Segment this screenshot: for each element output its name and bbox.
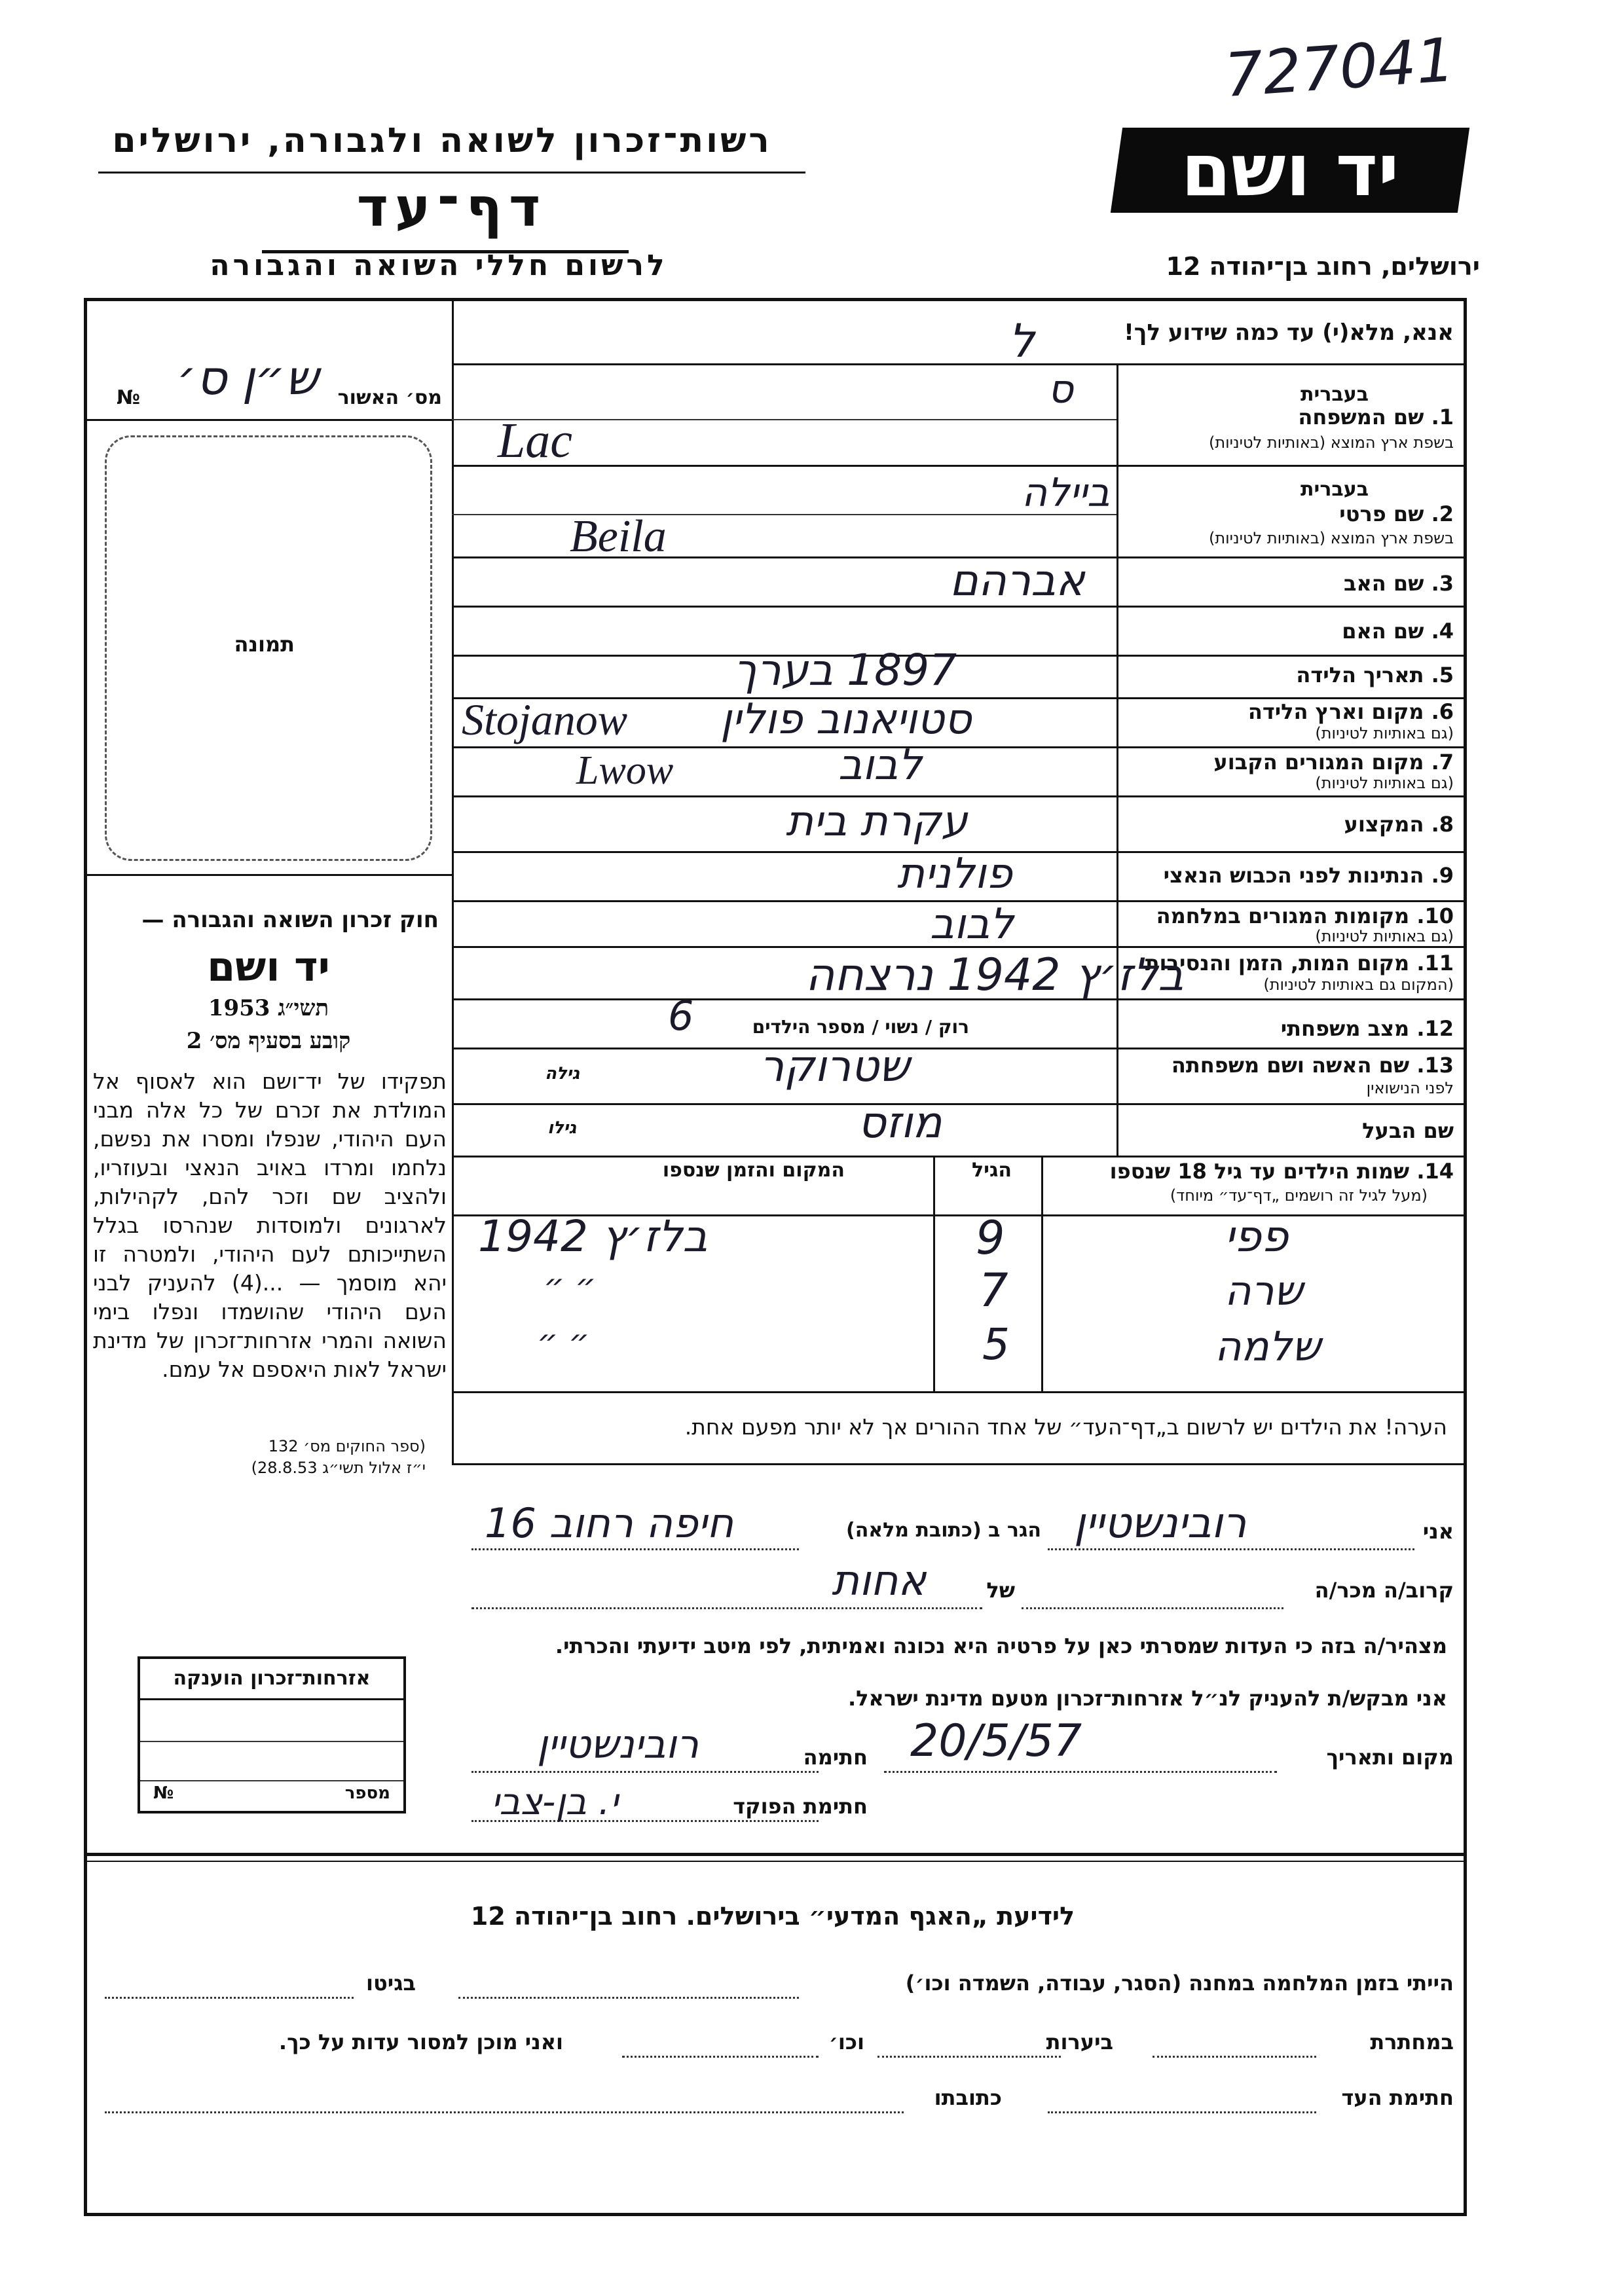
bottom-title: לידיעת „האגף המדעי״ בירושלים. רחוב בן־יהודה 12 xyxy=(470,1902,1075,1931)
children-sub: (מעל לגיל זה רושמים „דף־עד״ מיוחד) xyxy=(1170,1186,1428,1205)
field-10-label xyxy=(1156,903,1454,928)
declaration-request: אני מבקש/ת להעניק לנ״ל אזרחות־זכרון מטעם מדינת ישראל. xyxy=(848,1686,1447,1711)
field-13-number: 13. xyxy=(1416,1053,1454,1078)
field-7-label xyxy=(1213,750,1454,774)
field-2-value-hebrew: ביילה xyxy=(1022,470,1110,516)
form-title: דף־עד xyxy=(356,177,547,239)
declaration-statement: מצהיר/ה בזה כי העדות שמסרתי כאן על פרטיה היא נכונה ואמיתית, לפי מיטב ידיעתי והכרתי. xyxy=(555,1633,1447,1658)
field-5-number: 5. xyxy=(1431,663,1454,687)
field-11-number: 11. xyxy=(1416,951,1454,975)
law-name: יד ושם xyxy=(207,943,330,991)
law-reference-2: י״ז אלול תשי״ג 28.8.53) xyxy=(251,1459,426,1477)
children-age-divider-left xyxy=(933,1156,935,1391)
field-11-sub: (המקום גם באותיות לטיניות) xyxy=(1263,975,1454,994)
field-9-number: 9. xyxy=(1431,863,1454,888)
field-11-value: בלז׳ץ 1942 נרצחה xyxy=(805,949,1184,1001)
header-rule xyxy=(98,172,805,173)
field-1-number: 1. xyxy=(1431,405,1454,429)
field-2-value-latin: Beila xyxy=(570,511,667,562)
field-4-label xyxy=(1342,619,1454,644)
field-9-value: פולנית xyxy=(897,850,1012,898)
officer-label: חתימת הפוקד xyxy=(733,1794,868,1819)
husband-age-label: גילו xyxy=(547,1118,576,1138)
child-place: ״ ״ xyxy=(537,1322,590,1360)
children-bottom-rule xyxy=(452,1391,1467,1393)
field-8-label-text: המקצוע xyxy=(1344,812,1424,837)
field-6-label-text: מקום וארץ הלידה xyxy=(1247,699,1424,724)
left-panel-divider xyxy=(452,298,454,1463)
field-12-label-text: מצב משפחתי xyxy=(1280,1016,1410,1041)
field-12-value: 6 xyxy=(668,992,694,1040)
field-11-label-text: מקום המות, הזמן והנסיבות xyxy=(1145,951,1410,975)
field-10-label-text: מקומות המגורים במלחמה xyxy=(1156,903,1410,928)
registration-sign: № xyxy=(117,386,141,409)
field-3-value: אברהם xyxy=(950,555,1085,606)
child-age: 9 xyxy=(976,1211,1005,1265)
child-age: 5 xyxy=(982,1319,1010,1370)
child-name: שלמה xyxy=(1215,1322,1321,1370)
field-6-number: 6. xyxy=(1431,699,1454,724)
declarant-name-line xyxy=(1048,1548,1414,1550)
registration-rule xyxy=(84,419,452,421)
archive-number: 727041 xyxy=(1222,24,1457,111)
field-8-value: עקרת בית xyxy=(786,797,968,846)
field-9-label xyxy=(1164,863,1454,888)
children-header xyxy=(1110,1159,1454,1184)
officer-signature: י. בן-צבי xyxy=(491,1781,619,1823)
place-date-label: מקום ותאריך xyxy=(1326,1745,1454,1770)
field-12-number: 12. xyxy=(1416,1016,1454,1041)
field-13-sub: לפני הנישואין xyxy=(1366,1079,1454,1097)
field-1-label xyxy=(1298,405,1454,429)
place-date-line xyxy=(884,1771,1277,1773)
field-10-sub: (גם באותיות לטיניות) xyxy=(1315,927,1454,945)
row-rule xyxy=(452,465,1467,467)
bottom-camp-label: הייתי בזמן המלחמה במחנה (הסגר, עבודה, השמדה וכו׳) xyxy=(905,1971,1454,1995)
field-3-number: 3. xyxy=(1431,571,1454,596)
field-5-label xyxy=(1296,663,1454,687)
relation-line xyxy=(1022,1607,1283,1609)
row-rule xyxy=(452,514,1116,515)
field-7-label-text: מקום המגורים הקבוע xyxy=(1213,750,1424,774)
row-rule xyxy=(452,606,1467,608)
field-6-value: סטויאנוב פולין xyxy=(720,695,972,744)
field-9-label-text: הנתינות לפני הכבוש הנאצי xyxy=(1163,863,1424,888)
instruction-scribble: ל xyxy=(1008,314,1035,368)
declarant-i-label: אני xyxy=(1422,1519,1454,1544)
field-2-number: 2. xyxy=(1431,501,1454,526)
field-11-label xyxy=(1145,951,1454,975)
of-line xyxy=(471,1607,982,1609)
note-text: הערה! את הילדים יש לרשום ב„דף־העד״ של אחד ההורים אך לא יותר מפעם אחת. xyxy=(684,1414,1447,1440)
photo-label: תמונה xyxy=(234,632,295,657)
field-6-sub: (גם באותיות לטיניות) xyxy=(1315,724,1454,742)
row-rule xyxy=(452,655,1467,657)
children-age-divider-right xyxy=(1041,1156,1043,1391)
bottom-underground-line xyxy=(1153,2056,1316,2058)
bottom-willing-label: ואני מוכן למסור עדות על כך. xyxy=(278,2030,563,2054)
bottom-etc-line xyxy=(622,2056,819,2058)
field-8-number: 8. xyxy=(1431,812,1454,837)
relation-value: אחות xyxy=(832,1557,927,1605)
place-date-value: 20/5/57 xyxy=(910,1715,1082,1767)
bottom-forests-label: ביערות xyxy=(1046,2030,1113,2054)
field-7-number: 7. xyxy=(1431,750,1454,774)
children-number: 14. xyxy=(1416,1159,1454,1184)
field-2-label-text: שם פרטי xyxy=(1339,501,1424,526)
children-place-header: המקום והזמן שנספו xyxy=(662,1159,845,1182)
field-1-label-text: שם המשפחה xyxy=(1298,405,1424,429)
husband-value: מוזס xyxy=(858,1097,942,1148)
child-name: פפי xyxy=(1225,1211,1289,1262)
bottom-ghetto-line xyxy=(105,1997,354,1999)
field-13-label-text: שם האשה ושם משפחתה xyxy=(1171,1053,1410,1078)
field-13-value: שטרוקר xyxy=(760,1041,910,1091)
declarant-address-line xyxy=(471,1548,799,1550)
signature-value: רובינשטיין xyxy=(537,1722,699,1768)
law-section: קובע בסעיף מס׳ 2 xyxy=(186,1028,351,1054)
field-1-sub: בשפת ארץ המוצא (באותיות לטיניות) xyxy=(1209,433,1454,452)
row-rule xyxy=(452,1103,1467,1105)
bottom-etc-label: וכו׳ xyxy=(828,2030,864,2054)
bottom-section-rule-2 xyxy=(84,1861,1467,1862)
child-place: בלז׳ץ 1942 xyxy=(478,1211,708,1262)
yad-vashem-logo xyxy=(1111,128,1469,213)
bottom-forests-line xyxy=(877,2056,1061,2058)
law-reference-1: (ספר החוקים מס׳ 132 xyxy=(268,1437,426,1455)
bottom-witness-sign-label: חתימת העד xyxy=(1341,2085,1454,2110)
bottom-witness-sign-line xyxy=(1048,2111,1316,2113)
law-year: תשי״ג 1953 xyxy=(208,995,329,1021)
children-age-header: הגיל xyxy=(972,1159,1012,1182)
field-3-label-text: שם האב xyxy=(1343,571,1424,596)
registration-value: ש״ן ס׳ xyxy=(177,350,319,405)
relation-label: קרוב/ה מכר/ה xyxy=(1314,1578,1454,1603)
signature-label: חתימה xyxy=(803,1745,868,1770)
bottom-underground-label: במחתרת xyxy=(1370,2030,1454,2054)
field-7-sub: (גם באותיות לטיניות) xyxy=(1315,774,1454,792)
logo-text: יד ושם xyxy=(1181,128,1399,212)
bottom-section-rule xyxy=(84,1853,1467,1856)
row-rule xyxy=(452,1048,1467,1049)
bottom-camp-line xyxy=(458,1997,799,1999)
field-12-options: רוק / נשוי / מספר הילדים xyxy=(752,1016,969,1038)
child-age: 7 xyxy=(979,1264,1008,1317)
field-3-label xyxy=(1344,571,1454,596)
citizenship-title: אזרחות־זכרון הוענקה xyxy=(140,1659,403,1700)
registration-label: מס׳ האשור xyxy=(337,386,442,409)
declarant-address: חיפה רחוב 16 xyxy=(485,1499,734,1547)
child-place: ״ ״ xyxy=(544,1267,597,1305)
field-7-value: לבוב xyxy=(838,741,922,790)
field-10-value: לבוב xyxy=(930,900,1014,949)
field-2-sub: בשפת ארץ המוצא (באותיות לטיניות) xyxy=(1209,529,1454,547)
bottom-ghetto-label: בגיטו xyxy=(366,1971,416,1995)
field-4-number: 4. xyxy=(1431,619,1454,644)
field-6-value-latin: Stojanow xyxy=(462,695,628,744)
bottom-address-label: כתובתו xyxy=(934,2085,1002,2110)
instruction-rule xyxy=(452,363,1467,365)
law-text: תפקידו של יד־ושם הוא לאסוף אל המולדת את זכרם של כל אלה מבני העם היהודי, שנפלו ומסרו את נפשם, נלחמו ומרדו באויב הנאצי ובעוזריו, ולהציב שם וזכר להם, לקהילות, לארגונים ולמוסדות שנהרסו בגלל השתייכותם לעם היהודי, ולמטרה זו יהא מוסמך — ...(4) להעניק לבני העם היהודי שהושמדו ונפלו בימי השואה והמרי אזרחות־זכרון של מדינת ישראל לאות היאספם אל עמם. xyxy=(93,1068,447,1382)
citizenship-number-label: מספר xyxy=(344,1783,390,1803)
field-2-label xyxy=(1339,501,1454,526)
of-label: של xyxy=(986,1578,1015,1603)
field-5-value: 1897 בערך xyxy=(733,645,957,695)
field-5-label-text: תאריך הלידה xyxy=(1296,663,1424,687)
citizenship-number-sign: № xyxy=(153,1783,174,1803)
field-8-label xyxy=(1344,812,1454,837)
label-column-divider xyxy=(1116,363,1118,1156)
field-1-value-latin: Lac xyxy=(498,413,572,468)
bottom-address-line xyxy=(105,2111,904,2113)
field-13-label xyxy=(1172,1053,1454,1078)
field-1-tag: בעברית xyxy=(1301,383,1369,406)
field-4-label-text: שם האם xyxy=(1342,619,1424,644)
field-10-number: 10. xyxy=(1416,903,1454,928)
field-13-age-label: גילה xyxy=(545,1064,580,1084)
form-subtitle: לרשום חללי השואה והגבורה xyxy=(210,249,668,282)
law-title: חוק זכרון השואה והגבורה — xyxy=(141,907,439,933)
field-12-label xyxy=(1281,1016,1454,1041)
citizenship-box xyxy=(138,1656,406,1813)
photo-bottom-rule xyxy=(84,874,452,876)
declarant-address-label: הגר ב (כתובת מלאה) xyxy=(845,1519,1041,1542)
declarant-name: רובינשטיין xyxy=(1074,1499,1247,1548)
field-1-value-hebrew: ס xyxy=(1048,367,1073,412)
address-line: ירושלים, רחוב בן־יהודה 12 xyxy=(1166,252,1480,281)
field-7-value-latin: Lwow xyxy=(576,748,674,793)
signature-line xyxy=(471,1771,819,1773)
husband-label: שם הבעל xyxy=(1362,1118,1454,1143)
field-2-tag: בעברית xyxy=(1301,478,1369,501)
field-6-label xyxy=(1248,699,1454,724)
authority-line: רשות־זכרון לשואה ולגבורה, ירושלים xyxy=(112,121,772,160)
children-header-text: שמות הילדים עד גיל 18 שנספו xyxy=(1109,1159,1410,1184)
child-name: שרה xyxy=(1225,1267,1303,1315)
instruction-text: אנא, מלא(י) עד כמה שידוע לך! xyxy=(1124,319,1454,346)
note-bottom-rule xyxy=(452,1463,1467,1465)
row-rule xyxy=(452,1156,1467,1157)
